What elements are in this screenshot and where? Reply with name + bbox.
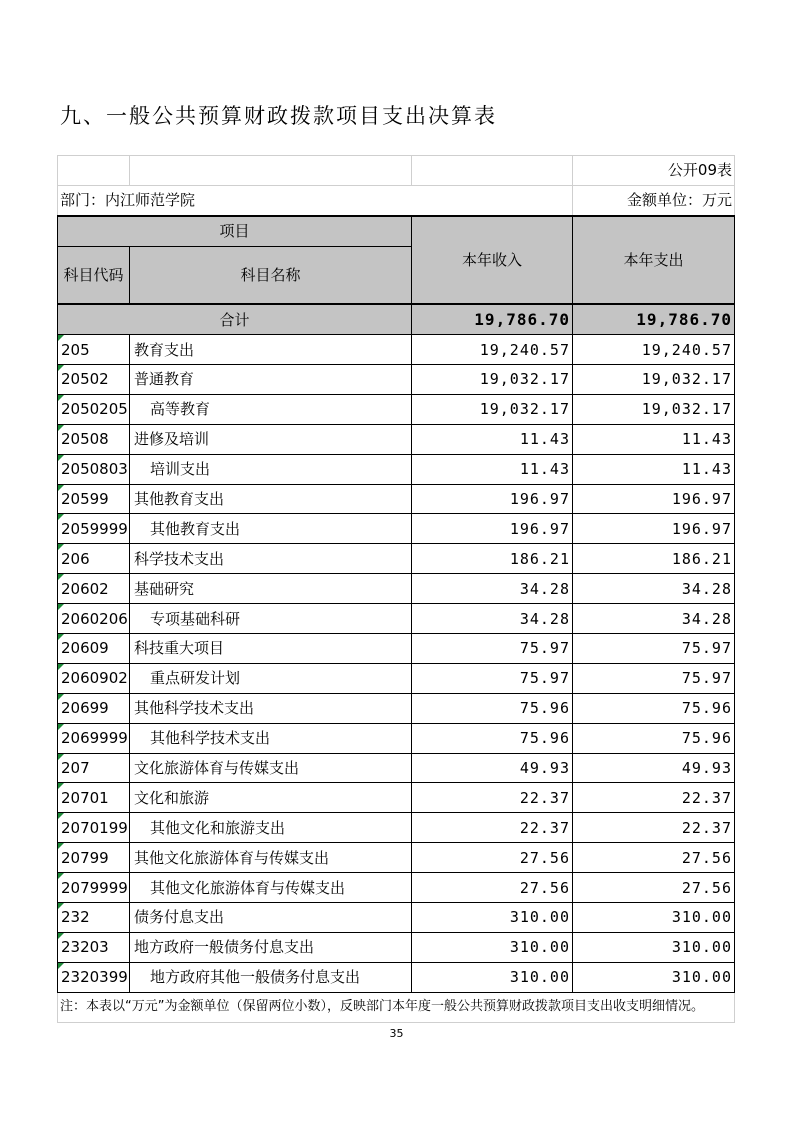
expense-value: 49.93 — [573, 753, 735, 783]
header-name: 科目名称 — [130, 246, 412, 304]
subject-code: 20609 — [58, 633, 130, 663]
total-label: 合计 — [58, 304, 412, 334]
expense-value: 75.97 — [573, 633, 735, 663]
subject-name: 其他科学技术支出 — [130, 693, 412, 723]
expense-value: 75.96 — [573, 723, 735, 753]
table-row — [58, 394, 735, 424]
income-value: 22.37 — [412, 783, 573, 813]
table-row — [58, 663, 735, 693]
subject-name: 其他文化旅游体育与传媒支出 — [130, 843, 412, 873]
expense-value: 186.21 — [573, 544, 735, 574]
subject-code: 2059999 — [58, 514, 130, 544]
expense-value: 27.56 — [573, 843, 735, 873]
income-value: 310.00 — [412, 902, 573, 932]
expense-value: 196.97 — [573, 484, 735, 514]
table-row — [58, 424, 735, 454]
subject-code: 2069999 — [58, 723, 130, 753]
total-expense: 19,786.70 — [573, 304, 735, 334]
subject-code: 206 — [58, 544, 130, 574]
subject-name: 培训支出 — [130, 454, 412, 484]
subject-code: 2050803 — [58, 454, 130, 484]
subject-name: 科学技术支出 — [130, 544, 412, 574]
subject-name: 专项基础科研 — [130, 604, 412, 634]
expense-value: 11.43 — [573, 424, 735, 454]
income-value: 186.21 — [412, 544, 573, 574]
income-value: 196.97 — [412, 484, 573, 514]
subject-code: 2060902 — [58, 663, 130, 693]
subject-code: 207 — [58, 753, 130, 783]
expense-value: 310.00 — [573, 902, 735, 932]
expense-value: 19,240.57 — [573, 335, 735, 365]
expense-value: 19,032.17 — [573, 394, 735, 424]
income-value: 75.97 — [412, 663, 573, 693]
income-value: 75.97 — [412, 633, 573, 663]
table-row — [58, 783, 735, 813]
table-row — [58, 693, 735, 723]
subject-name: 进修及培训 — [130, 424, 412, 454]
expense-value: 22.37 — [573, 783, 735, 813]
subject-code: 232 — [58, 902, 130, 932]
expense-value: 196.97 — [573, 514, 735, 544]
form-code: 公开09表 — [573, 156, 735, 186]
table-row — [58, 544, 735, 574]
subject-code: 20599 — [58, 484, 130, 514]
table-row — [58, 574, 735, 604]
table-row — [58, 873, 735, 903]
expense-value: 310.00 — [573, 932, 735, 962]
table-row — [58, 723, 735, 753]
subject-name: 基础研究 — [130, 574, 412, 604]
table-row — [58, 484, 735, 514]
department-label: 部门：内江师范学院 — [58, 185, 573, 215]
table-row — [58, 753, 735, 783]
income-value: 310.00 — [412, 962, 573, 992]
subject-code: 20699 — [58, 693, 130, 723]
income-value: 19,032.17 — [412, 364, 573, 394]
table-row — [58, 514, 735, 544]
subject-name: 高等教育 — [130, 394, 412, 424]
page-number: 35 — [389, 1027, 404, 1040]
subject-name: 债务付息支出 — [130, 902, 412, 932]
table-row — [58, 454, 735, 484]
form-code-row — [58, 156, 735, 186]
subject-name: 文化旅游体育与传媒支出 — [130, 753, 412, 783]
budget-table — [57, 155, 735, 1023]
income-value: 310.00 — [412, 932, 573, 962]
income-value: 34.28 — [412, 574, 573, 604]
subject-code: 2070199 — [58, 813, 130, 843]
table-row — [58, 962, 735, 992]
income-value: 19,032.17 — [412, 394, 573, 424]
table-row — [58, 902, 735, 932]
subject-code: 2050205 — [58, 394, 130, 424]
income-value: 34.28 — [412, 604, 573, 634]
subject-name: 教育支出 — [130, 335, 412, 365]
subject-code: 2320399 — [58, 962, 130, 992]
header-expense: 本年支出 — [573, 216, 735, 304]
expense-value: 22.37 — [573, 813, 735, 843]
subject-code: 2060206 — [58, 604, 130, 634]
subject-code: 2079999 — [58, 873, 130, 903]
subject-name: 地方政府其他一般债务付息支出 — [130, 962, 412, 992]
subject-name: 其他文化旅游体育与传媒支出 — [130, 873, 412, 903]
income-value: 49.93 — [412, 753, 573, 783]
income-value: 22.37 — [412, 813, 573, 843]
income-value: 19,240.57 — [412, 335, 573, 365]
income-value: 75.96 — [412, 693, 573, 723]
subject-name: 其他教育支出 — [130, 514, 412, 544]
subject-name: 科技重大项目 — [130, 633, 412, 663]
table-row — [58, 843, 735, 873]
table-note: 注：本表以“万元”为金额单位（保留两位小数），反映部门本年度一般公共预算财政拨款项目支出收支明细情况。 — [58, 992, 735, 1022]
expense-value: 310.00 — [573, 962, 735, 992]
total-income: 19,786.70 — [412, 304, 573, 334]
subject-code: 205 — [58, 335, 130, 365]
expense-value: 75.97 — [573, 663, 735, 693]
note-row — [58, 992, 735, 1022]
subject-name: 普通教育 — [130, 364, 412, 394]
income-value: 11.43 — [412, 454, 573, 484]
header-income: 本年收入 — [412, 216, 573, 304]
unit-label: 金额单位：万元 — [573, 185, 735, 215]
expense-value: 34.28 — [573, 574, 735, 604]
expense-value: 34.28 — [573, 604, 735, 634]
expense-value: 27.56 — [573, 873, 735, 903]
subject-code: 20799 — [58, 843, 130, 873]
income-value: 75.96 — [412, 723, 573, 753]
header-item: 项目 — [58, 216, 412, 246]
meta-row — [58, 185, 735, 215]
subject-name: 其他教育支出 — [130, 484, 412, 514]
total-row — [58, 304, 735, 334]
table-row — [58, 364, 735, 394]
subject-name: 其他科学技术支出 — [130, 723, 412, 753]
subject-name: 重点研发计划 — [130, 663, 412, 693]
expense-value: 11.43 — [573, 454, 735, 484]
table-row — [58, 604, 735, 634]
income-value: 196.97 — [412, 514, 573, 544]
subject-code: 20508 — [58, 424, 130, 454]
page-title: 九、一般公共预算财政拨款项目支出决算表 — [60, 104, 497, 128]
subject-code: 20502 — [58, 364, 130, 394]
income-value: 11.43 — [412, 424, 573, 454]
table-row — [58, 335, 735, 365]
header-code: 科目代码 — [58, 246, 130, 304]
table-row — [58, 813, 735, 843]
expense-value: 75.96 — [573, 693, 735, 723]
subject-code: 20701 — [58, 783, 130, 813]
income-value: 27.56 — [412, 873, 573, 903]
table-row — [58, 633, 735, 663]
table-row — [58, 932, 735, 962]
subject-name: 地方政府一般债务付息支出 — [130, 932, 412, 962]
subject-name: 文化和旅游 — [130, 783, 412, 813]
subject-code: 23203 — [58, 932, 130, 962]
expense-value: 19,032.17 — [573, 364, 735, 394]
subject-name: 其他文化和旅游支出 — [130, 813, 412, 843]
income-value: 27.56 — [412, 843, 573, 873]
subject-code: 20602 — [58, 574, 130, 604]
header-row-1 — [58, 216, 735, 246]
